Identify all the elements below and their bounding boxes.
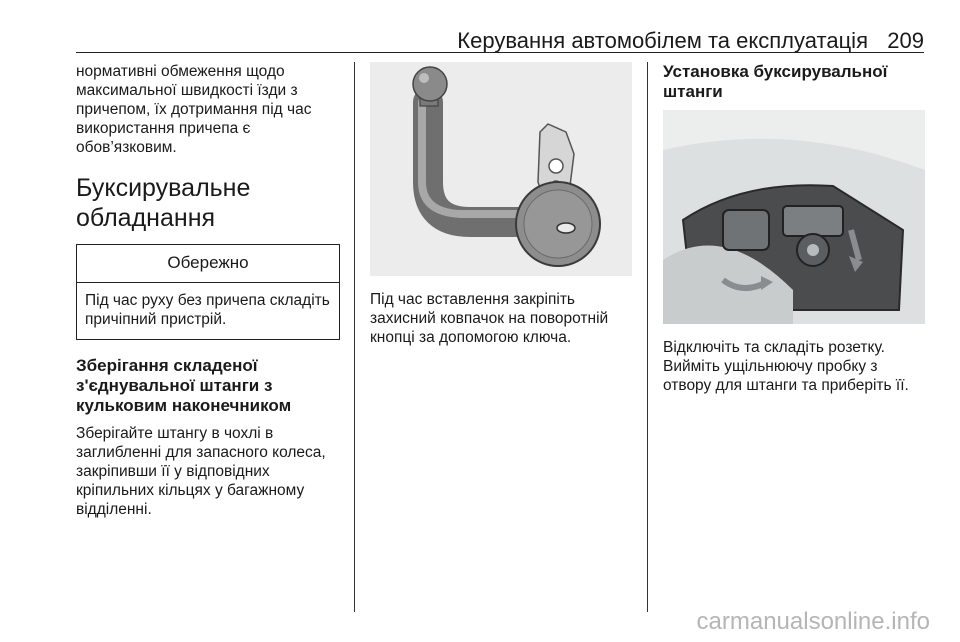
- figure-caption-middle: Під час вставлення закріпіть захисний ковпачок на поворотній кнопці за допомогою ключа.: [370, 291, 609, 346]
- subsection-title: Зберігання складеної з'єднувальної штанги з кульковим наконечником: [76, 356, 292, 415]
- page-number: 209: [887, 28, 924, 53]
- section-title: Буксирувальне обладнання: [76, 174, 251, 232]
- header-title: Керування автомобілем та експлуатація: [457, 28, 868, 53]
- caution-title: Обережно: [77, 245, 339, 283]
- caution-box: [76, 244, 340, 340]
- column-middle: [370, 62, 632, 347]
- socket-illustration: [663, 110, 925, 324]
- column-divider-left: [354, 62, 355, 612]
- caution-text: Під час руху без причепа складіть причіпний пристрій.: [85, 292, 330, 328]
- figure-caption-right: Відключіть та складіть розетку. Вийміть ущільнюючу пробку з отвору для штанги та приберіть її.: [663, 339, 909, 394]
- subsection-paragraph: Зберігайте штангу в чохлі в заглибленні для запасного колеса, закріпивши її у відповідних кріпильних кільцях у багажному відділенні.: [76, 425, 326, 518]
- intro-paragraph: нормативні обмеження щодо максимальної швидкості їзди з причепом, їх дотримання під час використання причепа є обов’язковим.: [76, 63, 312, 156]
- tow-bar-illustration: [370, 62, 632, 276]
- column-right: [663, 62, 925, 395]
- column-left: [76, 62, 340, 519]
- watermark: carmanualsonline.info: [696, 608, 930, 635]
- header-rule: [76, 52, 924, 53]
- column-divider-right: [647, 62, 648, 612]
- installation-title: Установка буксирувальної штанги: [663, 62, 888, 101]
